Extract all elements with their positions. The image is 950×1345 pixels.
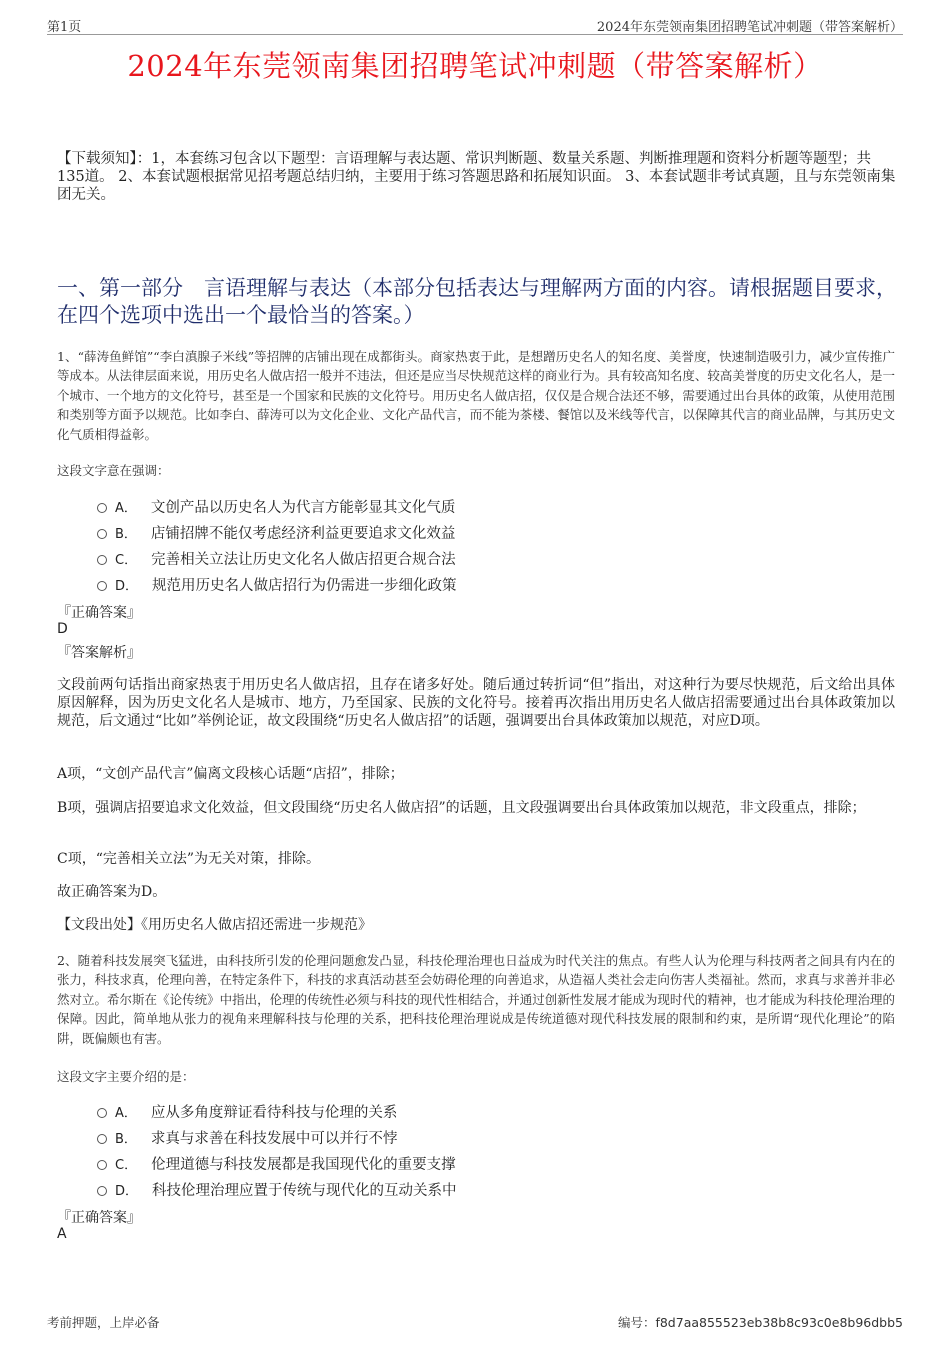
radio-icon[interactable] bbox=[97, 555, 107, 565]
question-1-option-c[interactable]: C． 完善相关立法让历史文化名人做店招更合规合法 bbox=[97, 548, 456, 568]
question-2-answer-label: 『正确答案』 bbox=[57, 1210, 141, 1226]
question-1-analysis-b: B项，强调店招要追求文化效益，但文段围绕“历史名人做店招”的话题，且文段强调要出台具体政策加以规范，非文段重点，排除； bbox=[57, 800, 866, 816]
document-title: 2024年东莞领南集团招聘笔试冲刺题（带答案解析） bbox=[127, 49, 823, 83]
question-1-analysis-a: A项，“文创产品代言”偏离文段核心话题“店招”，排除； bbox=[57, 766, 404, 782]
question-1-stem: 1、“薛涛鱼鲜馆”“李白滇腺子米线”等招牌的店铺出现在成都街头。商家热衷于此，是想蹭历史名人的知名度、美誉度，快速制造吸引力，减少宣传推广等成本。从法律层面来说，用历史名人做店招一般并不违法，但还是应当尽快规范这样的商业行为。具有较高知名度、较高美誉度的历史文化名人，是一个城市、一个地方的文化符号，甚至是一个国家和民族的文化符号。用历史名人做店招，仅仅是合规合法还不够，需要通过出台具体的政策，从使用范围和类别等方面予以规范。比如李白、薛涛可以为文化企业、文化产品代言，而不能为茶楼、餐馆以及米线等代言，以保障其代言的商业品牌，与其历史文化气质相得益彰。 bbox=[57, 349, 895, 442]
question-2-stem: 2、随着科技发展突飞猛进，由科技所引发的伦理问题愈发凸显，科技伦理治理也日益成为时代关注的焦点。有些人认为伦理与科技两者之间具有内在的张力，科技求真，伦理向善，在特定条件下，科技的求真活动甚至会妨碍伦理的向善追求，从造福人类社会走向伤害人类福祉。然而，求真与求善并非必然对立。希尔斯在《论传统》中指出，伦理的传统性必须与科技的现代性相结合，并通过创新性发展才能成为现时代的精神，也才能成为科技伦理治理的保障。因此，简单地从张力的视角来理解科技与伦理的关系，把科技伦理治理说成是传统道德对现代科技发展的限制和约束，是所谓“现代化理论”的陷阱，既偏颇也有害。 bbox=[57, 953, 895, 1046]
section-heading: 一、第一部分 言语理解与表达（本部分包括表达与理解两方面的内容。请根据题目要求，在四个选项中选出一个最恰当的答案。） bbox=[57, 276, 897, 327]
question-2-option-c[interactable]: C． 伦理道德与科技发展都是我国现代化的重要支撑 bbox=[97, 1153, 456, 1173]
question-1-option-b[interactable]: B． 店铺招牌不能仅考虑经济利益更要追求文化效益 bbox=[97, 522, 455, 542]
question-1-answer-label: 『正确答案』 bbox=[57, 605, 141, 621]
question-2-option-d[interactable]: D． 科技伦理治理应置于传统与现代化的互动关系中 bbox=[97, 1179, 457, 1199]
radio-icon[interactable] bbox=[97, 1186, 107, 1196]
download-notice: 【下载须知】：1，本套练习包含以下题型：言语理解与表达题、常识判断题、数量关系题、判断推理题和资料分析题等题型；共135道。 2、本套试题根据常见招考题总结归纳，主要用于练习答题思路和拓展知识面。 3、本套试题非考试真题，且与东莞领南集团无关。 bbox=[57, 151, 896, 203]
question-2-option-a[interactable]: A． 应从多角度辩证看待科技与伦理的关系 bbox=[97, 1101, 397, 1121]
question-2-answer: A bbox=[57, 1226, 67, 1242]
footer-code: 编号：f8d7aa855523eb38b8c93c0e8b96dbb5 bbox=[617, 1315, 903, 1330]
question-1-option-a[interactable]: A． 文创产品以历史名人为代言方能彰显其文化气质 bbox=[97, 496, 455, 516]
radio-icon[interactable] bbox=[97, 1134, 107, 1144]
page-number: 第1页 bbox=[47, 20, 82, 35]
footer-slogan: 考前押题，上岸必备 bbox=[47, 1315, 160, 1330]
question-1-analysis-main: 文段前两句话指出商家热衷于用历史名人做店招，且存在诸多好处。随后通过转折词“但”指出，对这种行为要尽快规范，后文给出具体原因解释，因为历史文化名人是城市、地方，乃至国家、民族的文化符号。接着再次指出用历史名人做店招需要通过出台具体政策加以规范，后文通过“比如”举例论证，故文段围绕“历史名人做店招”的话题，强调要出台具体政策加以规范，对应D项。 bbox=[57, 677, 895, 729]
radio-icon[interactable] bbox=[97, 503, 107, 513]
question-1-prompt: 这段文字意在强调： bbox=[57, 463, 170, 478]
question-1-answer: D bbox=[57, 621, 68, 637]
page-header bbox=[47, 14, 903, 35]
question-1-source: 【文段出处】《用历史名人做店招还需进一步规范》 bbox=[57, 917, 372, 933]
question-1-analysis-c: C项，“完善相关立法”为无关对策，排除。 bbox=[57, 851, 321, 867]
radio-icon[interactable] bbox=[97, 1108, 107, 1118]
radio-icon[interactable] bbox=[97, 1160, 107, 1170]
question-1-analysis-label: 『答案解析』 bbox=[57, 645, 141, 661]
radio-icon[interactable] bbox=[97, 581, 107, 591]
question-1-analysis-conclusion: 故正确答案为D。 bbox=[57, 884, 167, 900]
radio-icon[interactable] bbox=[97, 529, 107, 539]
header-doc-title: 2024年东莞领南集团招聘笔试冲刺题（带答案解析） bbox=[596, 20, 903, 35]
question-2-option-b[interactable]: B． 求真与求善在科技发展中可以并行不悖 bbox=[97, 1127, 397, 1147]
question-1-option-d[interactable]: D． 规范用历史名人做店招行为仍需进一步细化政策 bbox=[97, 574, 457, 594]
question-2-prompt: 这段文字主要介绍的是： bbox=[57, 1069, 195, 1084]
